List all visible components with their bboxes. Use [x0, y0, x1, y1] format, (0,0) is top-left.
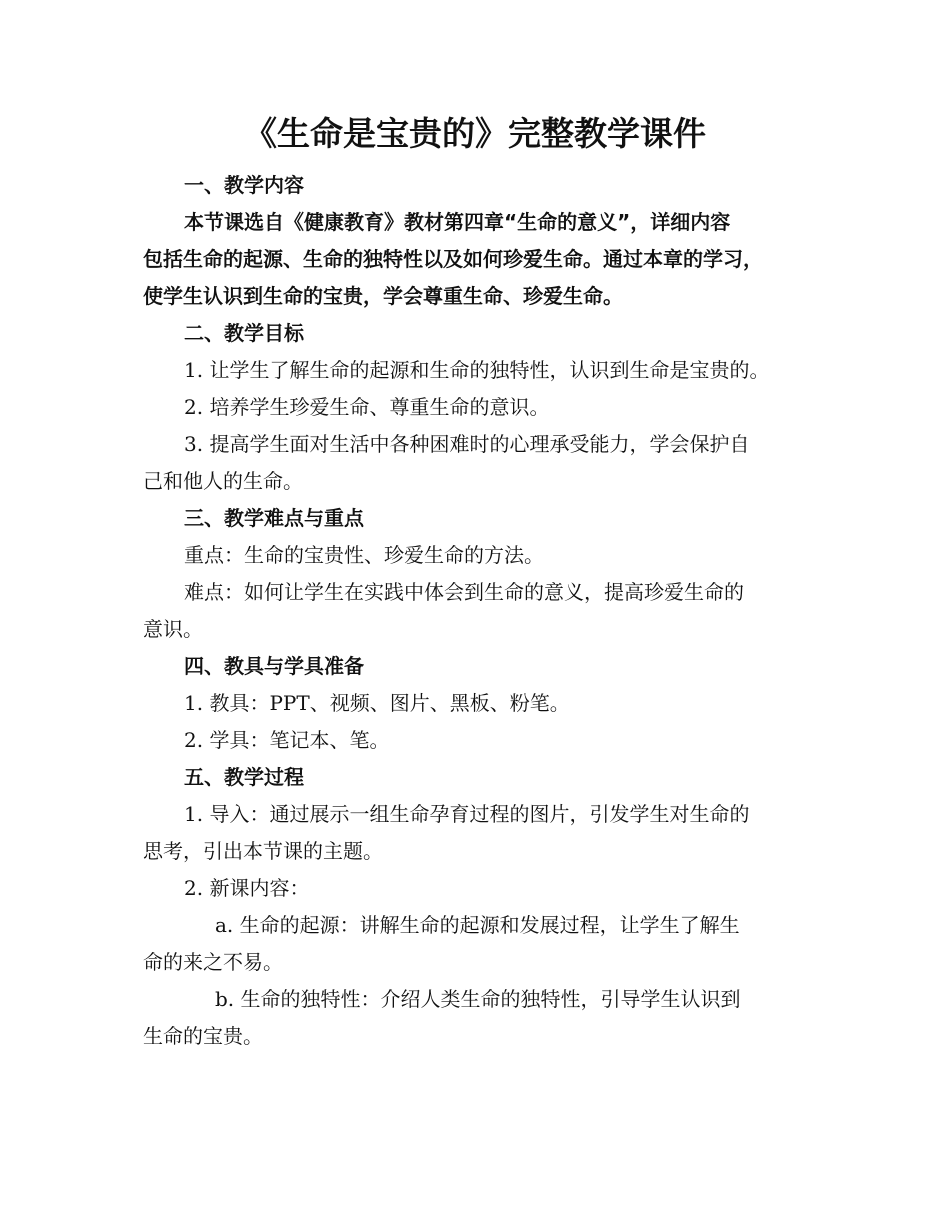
paragraph-line: 本节课选自《健康教育》教材第四章“生命的意义”，详细内容: [184, 210, 731, 234]
section-heading: 五、教学过程: [184, 765, 304, 789]
paragraph-line: 3. 提高学生面对生活中各种困难时的心理承受能力，学会保护自: [184, 432, 750, 456]
paragraph-line: 己和他人的生命。: [143, 469, 303, 493]
paragraph-line: 2. 新课内容：: [184, 876, 310, 900]
paragraph-line: 包括生命的起源、生命的独特性以及如何珍爱生命。通过本章的学习，: [143, 247, 763, 271]
section-heading: 一、教学内容: [184, 173, 304, 197]
paragraph-line: 2. 培养学生珍爱生命、尊重生命的意识。: [184, 395, 550, 419]
section-heading: 二、教学目标: [184, 321, 304, 345]
paragraph-line: 1. 导入：通过展示一组生命孕育过程的图片，引发学生对生命的: [184, 802, 750, 826]
paragraph-line: 生命的宝贵。: [143, 1024, 263, 1048]
paragraph-line: 1. 教具：PPT、视频、图片、黑板、粉笔。: [184, 691, 570, 715]
paragraph-line: 难点：如何让学生在实践中体会到生命的意义，提高珍爱生命的: [184, 580, 744, 604]
paragraph-line: 命的来之不易。: [143, 950, 283, 974]
paragraph-line: 重点：生命的宝贵性、珍爱生命的方法。: [184, 543, 544, 567]
paragraph-line: 2. 学具：笔记本、笔。: [184, 728, 390, 752]
section-heading: 三、教学难点与重点: [184, 506, 364, 530]
document-title: 《生命是宝贵的》完整教学课件: [244, 114, 706, 153]
paragraph-line: a. 生命的起源：讲解生命的起源和发展过程，让学生了解生: [215, 913, 740, 937]
paragraph-line: 意识。: [143, 617, 203, 641]
paragraph-line: 思考，引出本节课的主题。: [143, 839, 383, 863]
paragraph-line: 1. 让学生了解生命的起源和生命的独特性，认识到生命是宝贵的。: [184, 358, 770, 382]
paragraph-line: b. 生命的独特性：介绍人类生命的独特性，引导学生认识到: [215, 987, 741, 1011]
paragraph-line: 使学生认识到生命的宝贵，学会尊重生命、珍爱生命。: [143, 284, 623, 308]
section-heading: 四、教具与学具准备: [184, 654, 364, 678]
